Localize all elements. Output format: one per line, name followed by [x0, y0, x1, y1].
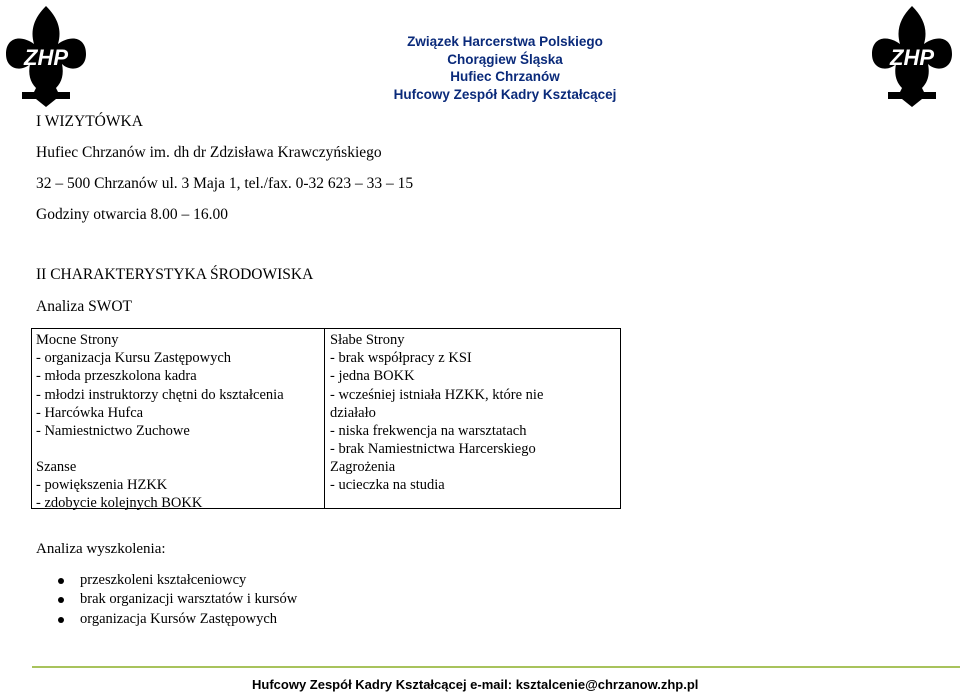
list-item: [56, 610, 297, 629]
footer-contact: Hufcowy Zespół Kadry Kształcącej e-mail: ksztalcenie@chrzanow.zhp.pl: [252, 677, 699, 692]
opportunities-title: Szanse: [36, 459, 77, 475]
strength-item: - młodzi instruktorzy chętni do kształcenia: [36, 386, 284, 403]
opportunity-item: - powiększenia HZKK: [36, 477, 168, 494]
weakness-item: - wcześniej istniała HZKK, które nie: [330, 386, 544, 403]
weakness-item: - niska frekwencja na warsztatach: [330, 423, 527, 440]
district-address: 32 – 500 Chrzanów ul. 3 Maja 1, tel./fax. 0-32 623 – 33 – 15: [36, 175, 414, 192]
weakness-item: działało: [330, 404, 376, 421]
logo-text-right: ZHP: [890, 45, 934, 70]
strength-item: - organizacja Kursu Zastępowych: [36, 350, 232, 367]
swot-table: [31, 328, 621, 512]
swot-strengths: [36, 331, 284, 440]
list-item: [56, 571, 297, 590]
threats-title: Zagrożenia: [330, 459, 396, 475]
strength-item: - Namiestnictwo Zuchowe: [36, 423, 190, 440]
header-line-district: Hufiec Chrzanów: [450, 69, 560, 84]
swot-weaknesses: [330, 331, 543, 458]
training-list: [56, 571, 297, 629]
header-line-banner: Chorągiew Śląska: [447, 51, 563, 67]
bullet-icon: [58, 597, 64, 603]
strengths-title: Mocne Strony: [36, 332, 119, 348]
swot-divider: [324, 329, 325, 508]
section-heading-environment: II CHARAKTERYSTYKA ŚRODOWISKA: [36, 266, 314, 283]
opening-hours: Godziny otwarcia 8.00 – 16.00: [36, 206, 228, 223]
threat-item: - ucieczka na studia: [330, 477, 445, 494]
swot-title: Analiza SWOT: [36, 298, 132, 315]
weakness-item: - brak współpracy z KSI: [330, 350, 472, 367]
list-item-text: brak organizacji warsztatów i kursów: [80, 591, 298, 608]
opportunity-item: - zdobycie kolejnych BOKK: [36, 495, 203, 512]
footer-rule: [32, 666, 960, 668]
zhp-lily-logo-left: [2, 4, 90, 108]
header-line-team: Hufcowy Zespół Kadry Kształcącej: [393, 86, 617, 102]
swot-threats: [330, 458, 445, 494]
weakness-item: - brak Namiestnictwa Harcerskiego: [330, 441, 536, 458]
bullet-icon: [58, 617, 64, 623]
list-item-text: przeszkoleni kształceniowcy: [80, 572, 247, 588]
weakness-item: - jedna BOKK: [330, 368, 415, 385]
swot-opportunities: [36, 458, 202, 513]
strength-item: - młoda przeszkolona kadra: [36, 368, 197, 385]
logo-text-left: ZHP: [24, 45, 68, 70]
training-analysis-title: Analiza wyszkolenia:: [36, 541, 166, 557]
section-heading-business-card: I WIZYTÓWKA: [36, 113, 143, 130]
weaknesses-title: Słabe Strony: [330, 332, 405, 348]
zhp-lily-logo-right: [868, 4, 956, 108]
list-item-text: organizacja Kursów Zastępowych: [80, 610, 278, 627]
list-item: [56, 590, 297, 609]
organization-header: [340, 33, 670, 103]
district-name: Hufiec Chrzanów im. dh dr Zdzisława Krawczyńskiego: [36, 144, 382, 161]
strength-item: - Harcówka Hufca: [36, 404, 144, 421]
header-line-association: Związek Harcerstwa Polskiego: [407, 34, 603, 49]
bullet-icon: [58, 578, 64, 584]
